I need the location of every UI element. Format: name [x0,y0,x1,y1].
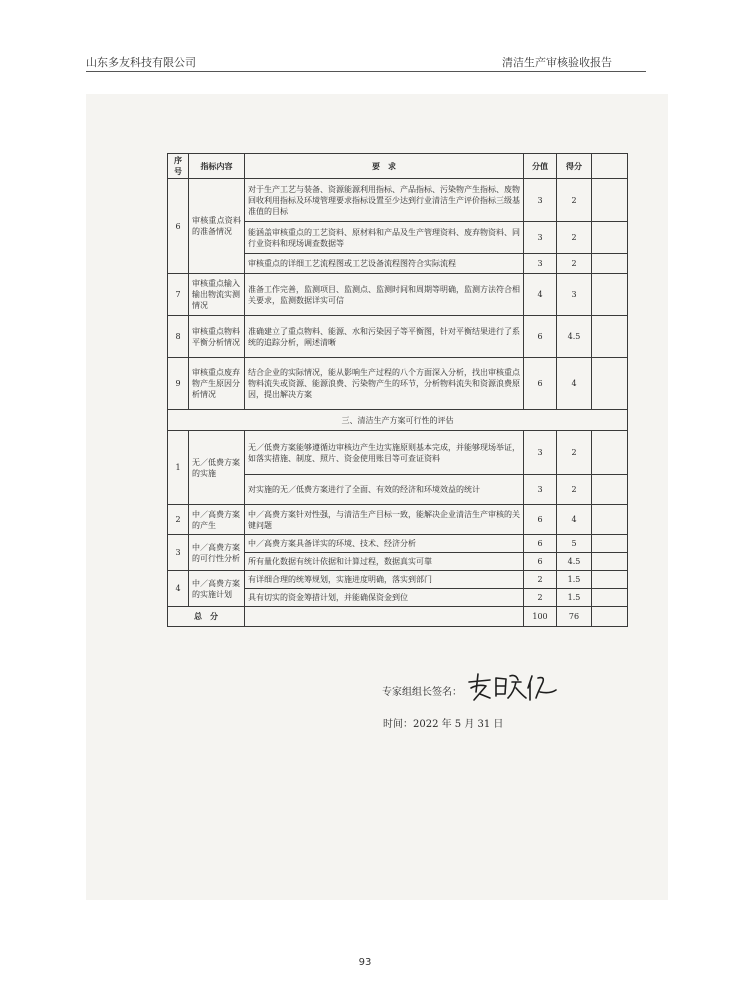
row-requirement: 审核重点的详细工艺流程图或工艺设备流程图符合实际流程 [245,254,524,274]
header-score: 分值 [524,154,557,179]
page-number: 93 [358,957,372,968]
row-score: 6 [524,316,557,358]
row-requirement: 无／低费方案能够遵循边审核边产生边实施原则基本完成，并能够现场举证，如落实措施、制度、照片、资金使用账目等可查证资料 [245,431,524,475]
row-requirement: 所有量化数据有统计依据和计算过程，数据真实可靠 [245,553,524,571]
header-got: 得分 [557,154,592,179]
row-seq: 1 [168,431,189,505]
section-row [168,410,628,431]
table-row [168,431,628,475]
row-got: 2 [557,431,592,475]
row-score: 6 [524,553,557,571]
row-requirement: 中／高费方案针对性强，与清洁生产目标一致，能解决企业清洁生产审核的关键问题 [245,505,524,535]
blank-cell [592,222,628,254]
blank-cell [592,505,628,535]
total-blank [245,607,524,627]
header-report-title: 清洁生产审核验收报告 [502,56,612,69]
row-requirement: 具有切实的资金筹措计划，并能确保资金到位 [245,589,524,607]
row-indicator [189,179,245,274]
table-row [168,358,628,410]
row-seq: 3 [168,535,189,571]
row-got: 2 [557,222,592,254]
row-requirement: 能涵盖审核重点的工艺资料、原材料和产品及生产管理资料、废弃物资料、同行业资料和现场调查数据等 [245,222,524,254]
row-requirement: 对实施的无／低费方案进行了全面、有效的经济和环境效益的统计 [245,475,524,505]
blank-cell [592,571,628,589]
row-seq: 2 [168,505,189,535]
row-seq: 8 [168,316,189,358]
row-requirement: 有详细合理的统筹规划，实施进度明确，落实到部门 [245,571,524,589]
row-requirement: 准确建立了重点物料、能源、水和污染因子等平衡图，针对平衡结果进行了系统的追踪分析，阐述清晰 [245,316,524,358]
row-indicator: 审核重点物料平衡分析情况 [189,316,245,358]
row-indicator: 中／高费方案的可行性分析 [189,535,245,571]
table-row [168,316,628,358]
blank-cell [592,535,628,553]
header-seq: 序号 [168,154,189,179]
row-indicator: 无／低费方案的实施 [189,431,245,505]
row-got: 2 [557,254,592,274]
row-score: 6 [524,358,557,410]
blank-cell [592,254,628,274]
row-seq: 4 [168,571,189,607]
row-indicator: 审核重点输入输出物流实测情况 [189,274,245,316]
row-indicator: 中／高费方案的产生 [189,505,245,535]
table-row [168,535,628,553]
row-seq: 9 [168,358,189,410]
total-label: 总 分 [168,607,245,627]
blank-cell [592,553,628,571]
handwritten-signature [466,670,560,708]
row-got: 4 [557,505,592,535]
header-company: 山东多友科技有限公司 [86,56,196,69]
row-score: 4 [524,274,557,316]
row-got: 2 [557,179,592,222]
row-score: 2 [524,589,557,607]
signature-image [466,670,560,704]
row-requirement: 结合企业的实际情况，能从影响生产过程的八个方面深入分析，找出审核重点物料流失或资源、能源浪费、污染物产生的环节，分析物料流失和资源浪费原因，提出解决方案 [245,358,524,410]
date-line: 时间：2022 年 5 月 31 日 [383,719,504,730]
blank-cell [592,475,628,505]
row-got: 1.5 [557,589,592,607]
row-requirement: 中／高费方案具备详实的环境、技术、经济分析 [245,535,524,553]
row-seq: 7 [168,274,189,316]
table-header-row [168,154,628,179]
total-got: 76 [557,607,592,627]
row-indicator: 中／高费方案的实施计划 [189,571,245,607]
row-indicator-text: 审核重点资料的准备情况 [192,216,241,236]
header-requirement: 要 求 [245,154,524,179]
row-got: 1.5 [557,571,592,589]
row-got: 2 [557,475,592,505]
row-got: 3 [557,274,592,316]
row-got: 4.5 [557,316,592,358]
row-requirement: 对于生产工艺与装备、资源能源利用指标、产品指标、污染物产生指标、废物回收利用指标及环境管理要求指标设置至少达到行业清洁生产评价指标三级基准值的目标 [245,179,524,222]
row-score: 3 [524,431,557,475]
table-row [168,505,628,535]
scanned-page [86,94,668,900]
blank-cell [592,179,628,222]
row-score: 6 [524,535,557,553]
blank-cell [592,431,628,475]
row-requirement: 准备工作完善，监测项目、监测点、监测时间和周期等明确，监测方法符合相关要求，监测数据详实可信 [245,274,524,316]
row-score: 3 [524,475,557,505]
row-score: 3 [524,179,557,222]
header-divider [86,71,646,72]
evaluation-table [167,153,628,627]
section-title: 三、清洁生产方案可行性的评估 [168,410,628,431]
table-row [168,179,628,222]
total-row [168,607,628,627]
blank-cell [592,316,628,358]
row-score: 3 [524,222,557,254]
signature-label: 专家组组长签名： [382,687,462,698]
total-score: 100 [524,607,557,627]
table-row [168,571,628,589]
blank-cell [592,589,628,607]
blank-cell [592,274,628,316]
row-indicator: 审核重点废弃物产生原因分析情况 [189,358,245,410]
row-score: 6 [524,505,557,535]
row-score: 3 [524,254,557,274]
blank-cell [592,607,628,627]
header-indicator: 指标内容 [189,154,245,179]
row-got: 4.5 [557,553,592,571]
blank-cell [592,154,628,179]
row-got: 4 [557,358,592,410]
row-score: 2 [524,571,557,589]
row-got: 5 [557,535,592,553]
table-row [168,274,628,316]
blank-cell [592,358,628,410]
row-seq: 6 [168,179,189,274]
